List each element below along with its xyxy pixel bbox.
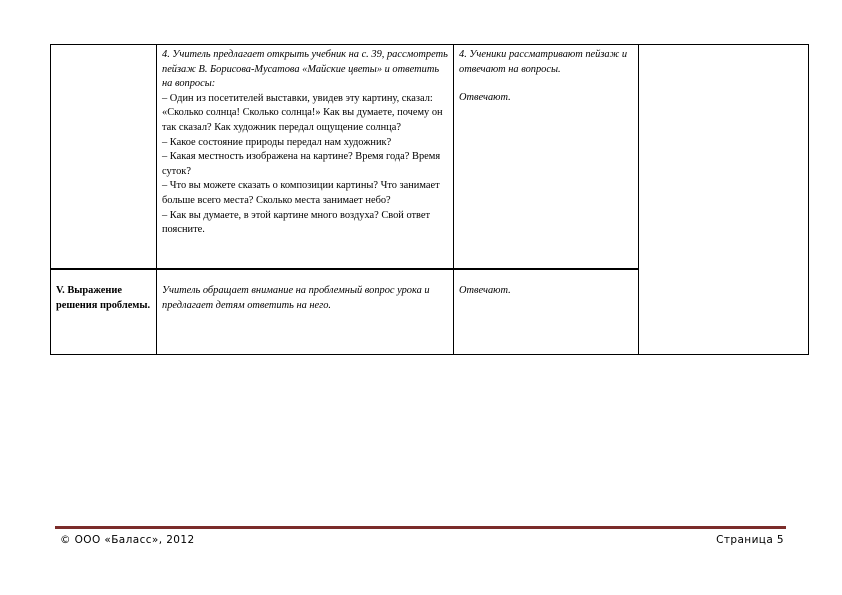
student-activity-cell [454, 45, 639, 270]
footer-copyright: © ООО «Баласс», 2012 [60, 534, 195, 546]
stage-cell [51, 269, 157, 355]
notes-cell [639, 45, 809, 355]
student-activity-cell [454, 269, 639, 355]
teacher-activity-cell [157, 269, 454, 355]
teacher-question: – Что вы можете сказать о композиции картины? Что занимает больше всего места? Сколько места занимает небо? [162, 180, 440, 206]
stage-label: V. Выражение решения проблемы. [56, 285, 151, 311]
teacher-question: – Как вы думаете, в этой картине много воздуха? Свой ответ поясните. [162, 209, 431, 236]
student-answer: Отвечают. [459, 92, 511, 104]
student-answer: Отвечают. [459, 285, 511, 296]
student-heading: 4. Ученики рассматривают пейзаж и отвечают на вопросы. [459, 49, 628, 75]
lesson-table [50, 44, 809, 355]
teacher-question: – Какая местность изображена на картине? Время года? Время суток? [162, 151, 441, 177]
footer-divider [55, 526, 786, 529]
teacher-activity-cell [157, 45, 454, 270]
teacher-question: – Какое состояние природы передал нам художник? [162, 136, 392, 148]
teacher-heading: 4. Учитель предлагает открыть учебник на с. 39, рассмотреть пейзаж В. Борисова-Мусатова «Майские цветы» и ответить на вопросы: [162, 49, 448, 90]
stage-cell-empty [51, 45, 157, 270]
teacher-text: Учитель обращает внимание на проблемный вопрос урока и предлагает детям ответить на него. [162, 285, 430, 311]
table-row [51, 45, 809, 270]
footer-page-number: Страница 5 [716, 534, 784, 546]
teacher-question: – Один из посетителей выставки, увидев эту картину, сказал: «Сколько солнца! Сколько солнца!» Как вы думаете, почему он так сказал? Как художник передал ощущение солнца? [162, 92, 443, 133]
